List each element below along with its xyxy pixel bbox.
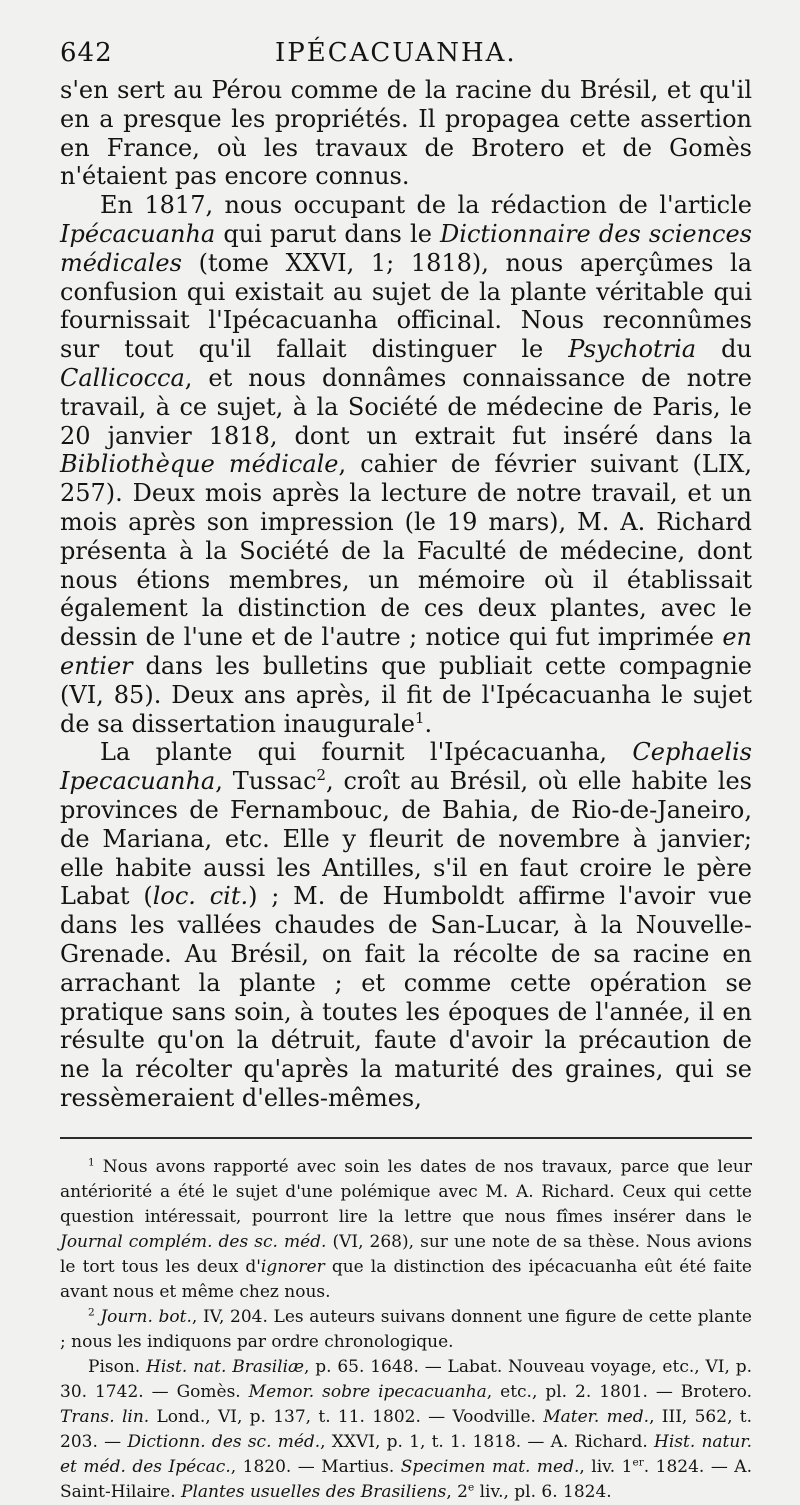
p2-text: , et nous donnâmes connaissance de notre travail, à ce sujet, à la Société de médecine de Paris, le 20 janvier 1818, dont un extrait fut inséré dans la: [60, 363, 752, 450]
paragraph-2: [60, 191, 752, 738]
footnote-mark: 1: [88, 1156, 95, 1169]
ref-superscript: e: [467, 1481, 475, 1494]
running-title: IPÉCACUANHA.: [275, 38, 517, 68]
footnote-divider: [60, 1137, 752, 1139]
p2-text: , cahier de février suivant (LIX, 257). Deux mois après la lecture de notre travail, et un mois après son impression (le 19 mars), M. A. Richard présenta à la Société de la Faculté de médecine, dont nous étions membres, un mémoire où il établissait également la distinction de ces deux plantes, avec le dessin de l'une et de l'autre ; notice qui fut imprimée: [60, 450, 753, 652]
ref-italic: Hist. natur. et méd. des Ipécac.: [60, 1431, 752, 1477]
page-number: 642: [60, 38, 113, 68]
ref-text: , p. 65. 1648. — Labat. Nouveau voyage, etc., VI, p. 30. 1742. — Gomès.: [60, 1356, 752, 1402]
ref-text: , XXVI, p. 1, t. 1. 1818. — A. Richard.: [320, 1431, 655, 1452]
fn2-italic: Journ. bot.: [94, 1306, 192, 1327]
p3-text: ) ; M. de Humboldt affirme l'avoir vue dans les vallées chaudes de San-Lucar, à la Nouvelle-Grenade. Au Brésil, on fait la récolte de sa racine en arrachant la plante ; et comme cette opération se pratique sans soin, à toutes les époques de l'année, il en résulte qu'on la détruit, faute d'avoir la précaution de ne la récolter qu'après la maturité des graines, qui se ressèmeraient d'elles-mêmes,: [60, 882, 753, 1112]
body-text: [60, 76, 752, 1113]
p2-italic: Dictionnaire des sciences médicales: [60, 219, 752, 277]
ref-text: , etc., pl. 2. 1801. — Brotero.: [486, 1381, 752, 1402]
footnote-mark: 2: [88, 1306, 95, 1319]
p2-italic: Bibliothèque médicale: [60, 450, 339, 479]
ref-superscript: er: [632, 1456, 644, 1469]
ref-italic: Trans. lin.: [60, 1406, 150, 1427]
ref-italic: Hist. nat. Brasiliæ: [146, 1356, 304, 1377]
ref-italic: Plantes usuelles des Brasiliens: [181, 1481, 447, 1502]
p2-text: qui parut dans le: [215, 219, 441, 248]
p3-text: , croît au Brésil, où elle habite les provinces de Fernambouc, de Bahia, de Rio-de-Janeiro, de Mariana, etc. Elle y fleurit de novembre à janvier; elle habite aussi les Antilles, s'il en faut croire le père Labat (: [60, 767, 752, 911]
ref-italic: Mater. med.: [543, 1406, 650, 1427]
page-header: [60, 36, 752, 76]
ref-text: . 1824. — A. Saint-Hilaire.: [60, 1456, 752, 1502]
ref-text: , 1820. — Martius.: [230, 1456, 401, 1477]
footnote-ref-2[interactable]: 2: [316, 766, 327, 785]
p2-text: .: [424, 709, 433, 738]
p3-italic: loc. cit.: [152, 882, 249, 911]
footnote-1: [60, 1155, 752, 1305]
p2-text: En 1817, nous occupant de la rédaction de l'article: [100, 191, 752, 220]
ref-text: Lond., VI, p. 137, t. 11. 1802. — Voodville.: [149, 1406, 544, 1427]
paragraph-1: s'en sert au Pérou comme de la racine du Brésil, et qu'il en a presque les propriétés. Il propagea cette assertion en France, où les travaux de Brotero et de Gomès n'étaient pas encore connus.: [60, 76, 752, 191]
ref-text: , 2: [446, 1481, 468, 1502]
ref-text: Pison.: [88, 1356, 147, 1377]
footnotes: [60, 1155, 752, 1505]
ref-text: liv., pl. 6. 1824.: [474, 1481, 612, 1502]
fn1-italic: Journal complém. des sc. méd.: [60, 1231, 327, 1252]
fn2-text: , IV, 204. Les auteurs suivans donnent une figure de cette plante ; nous les indiquons par ordre chronologique.: [60, 1306, 752, 1352]
p2-italic: Ipécacuanha: [60, 219, 216, 248]
p2-italic: Callicocca: [60, 363, 185, 392]
fn1-italic: ignorer: [260, 1256, 325, 1277]
ref-text: , III, 562, t. 203. —: [60, 1406, 752, 1452]
ref-italic: Memor. sobre ipecacuanha: [248, 1381, 487, 1402]
p3-text: , Tussac: [215, 767, 317, 796]
fn1-text: Nous avons rapporté avec soin les dates de nos travaux, parce que leur antériorité a été le sujet d'une polémique avec M. A. Richard. Ceux qui cette question intéressait, pourront lire la lettre que nous fîmes insérer dans le: [60, 1156, 752, 1227]
p2-text: (tome XXVI, 1; 1818), nous aperçûmes la confusion qui existait au sujet de la plante véritable qui fournissait l'Ipécacuanha officinal. Nous reconnûmes sur tout qu'il fallait distinguer le: [60, 248, 752, 364]
p3-italic: Cephaelis Ipecacuanha: [60, 738, 752, 796]
footnote-ref-1[interactable]: 1: [414, 708, 425, 727]
p2-text: du: [696, 335, 752, 364]
p2-italic: en entier: [60, 623, 752, 680]
ref-italic: Dictionn. des sc. méd.: [127, 1431, 321, 1452]
fn1-text: que la distinction des ipécacuanha eût été faite avant nous et même chez nous.: [60, 1256, 752, 1302]
fn1-text: (VI, 268), sur une note de sa thèse. Nous avions le tort tous les deux d': [60, 1231, 752, 1277]
ref-text: , liv. 1: [579, 1456, 633, 1477]
p2-italic: Psychotria: [568, 335, 697, 364]
ref-italic: Specimen mat. med.: [400, 1456, 580, 1477]
footnote-2-references: [60, 1355, 752, 1505]
paragraph-3: [60, 738, 752, 1112]
p2-text: dans les bulletins que publiait cette compagnie (VI, 85). Deux ans après, il fit de l'Ipécacuanha le sujet de sa dissertation inaugurale: [60, 651, 752, 738]
footnote-2: [60, 1305, 752, 1355]
p3-text: La plante qui fournit l'Ipécacuanha,: [100, 738, 633, 767]
